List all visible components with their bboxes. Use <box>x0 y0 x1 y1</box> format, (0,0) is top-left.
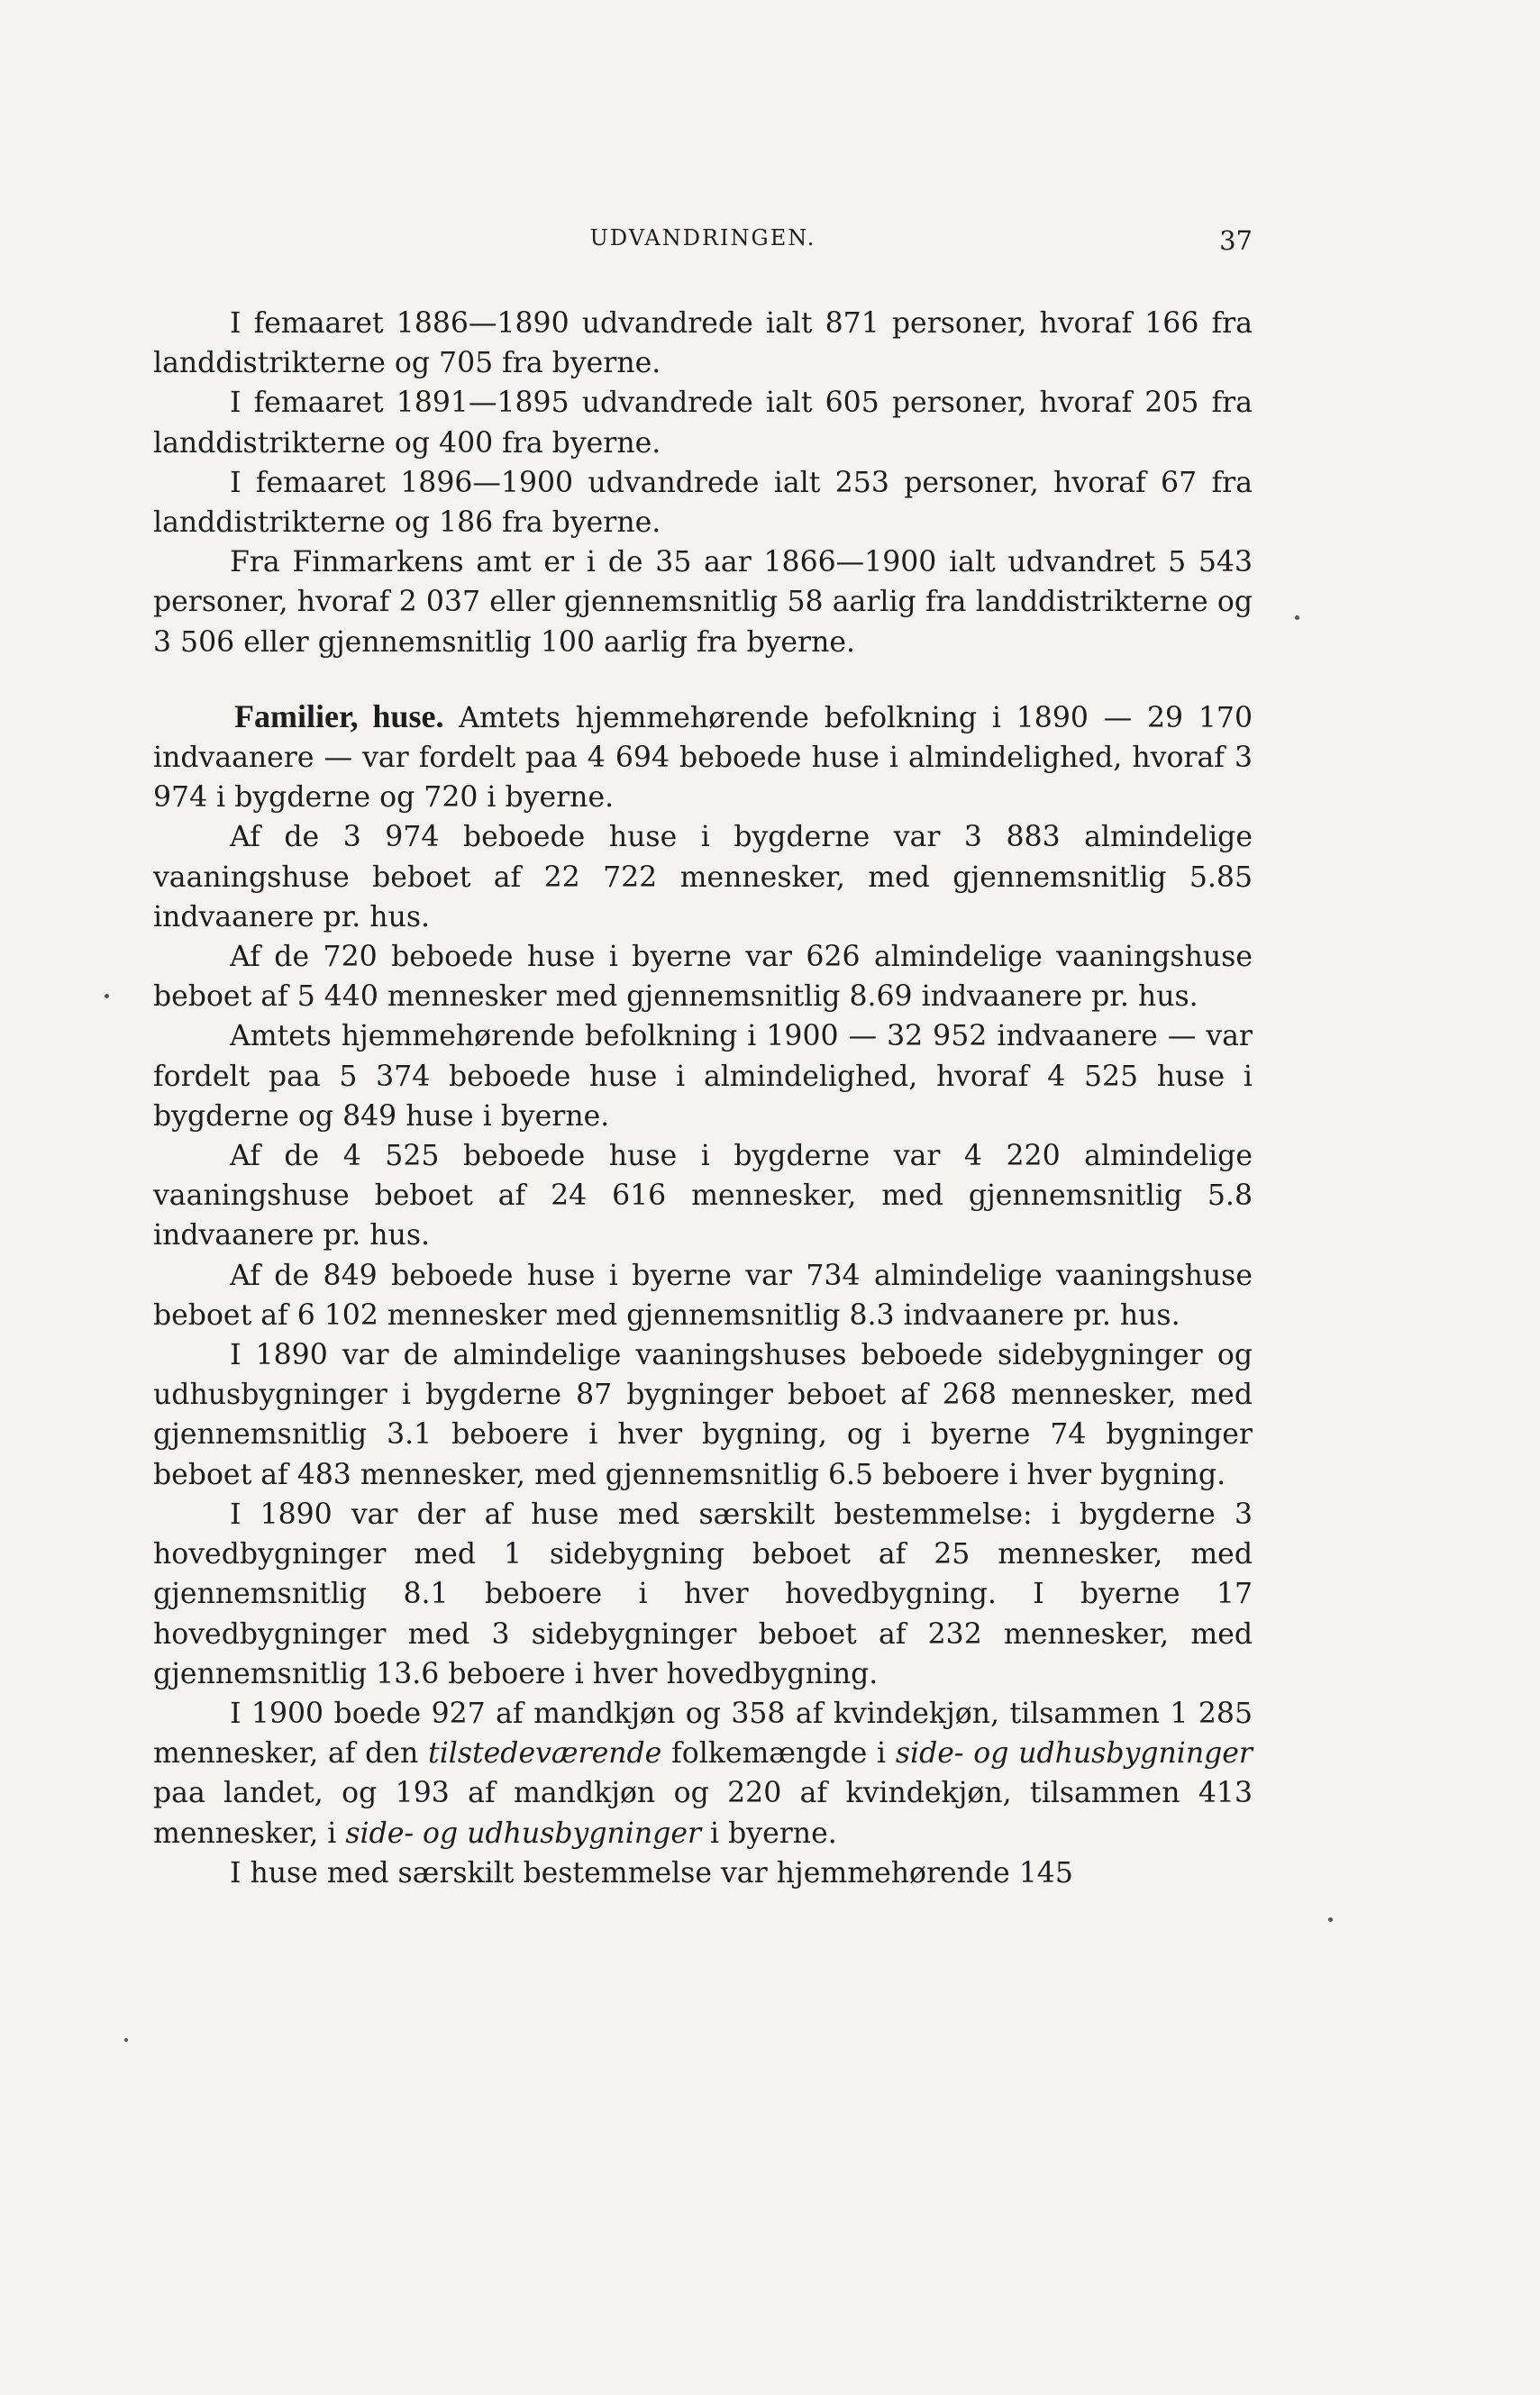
italic-text: side- og udhusbygninger <box>345 1817 702 1850</box>
body-text <box>153 304 1253 1893</box>
paragraph: I femaaret 1896—1900 udvandrede ialt 253 personer, hvoraf 67 fra landdistrikterne og 186 fra byerne. <box>153 466 1253 540</box>
paragraph: I femaaret 1886—1890 udvandrede ialt 871 personer, hvoraf 166 fra landdistrikterne og 705 fra byerne. <box>153 307 1253 380</box>
text-run: i byerne. <box>701 1817 837 1850</box>
italic-text: side- og udhusbygninger <box>895 1737 1253 1771</box>
paragraph: Af de 849 beboede huse i byerne var 734 almindelige vaaningshuse beboet af 6 102 mennesker med gjennemsnitlig 8.3 indvaanere pr. hus. <box>153 1259 1253 1332</box>
paragraph: Amtets hjemmehørende befolkning i 1900 — 32 952 indvaanere — var fordelt paa 5 374 beboede huse i almindelighed, hvoraf 4 525 huse i bygderne og 849 huse i byerne. <box>153 1020 1253 1133</box>
page-header <box>153 225 1253 261</box>
paragraph: Af de 4 525 beboede huse i bygderne var 4 220 almindelige vaaningshuse beboet af 24 616 mennesker, med gjennemsnitlig 5.8 indvaanere pr. hus. <box>153 1140 1253 1252</box>
section-heading: Familier, huse. <box>234 697 444 734</box>
paragraph: I femaaret 1891—1895 udvandrede ialt 605 personer, hvoraf 205 fra landdistrikterne og 400 fra byerne. <box>153 387 1253 460</box>
text-run: folkemængde i <box>661 1737 896 1771</box>
page-number: 37 <box>1219 225 1253 256</box>
section-lead-paragraph <box>153 697 1253 818</box>
paragraph: I huse med særskilt bestemmelse var hjemmehørende 145 <box>230 1856 1073 1890</box>
text-run: paa landet, og 193 af mandkjøn og 220 af kvindekjøn, tilsammen 413 mennesker, i <box>153 1777 1253 1850</box>
paragraph: Af de 3 974 beboede huse i bygderne var 3 883 almindelige vaaningshuse beboet af 22 722 mennesker, med gjennemsnitlig 5.85 indvaanere pr. hus. <box>153 821 1253 933</box>
section-familier-huse <box>153 697 1253 1893</box>
running-title: UDVANDRINGEN. <box>589 225 816 250</box>
scan-speck <box>1295 615 1299 620</box>
text-run: I 1900 boede 927 af mandkjøn og 358 af kvindekjøn, tilsammen 1 285 mennesker, af den <box>153 1697 1253 1771</box>
scan-speck <box>1328 1917 1333 1922</box>
scan-speck <box>124 2038 128 2042</box>
paragraph: Fra Finmarkens amt er i de 35 aar 1866—1900 ialt udvandret 5 543 personer, hvoraf 2 037 eller gjennemsnitlig 58 aarlig fra landdistrikterne og 3 506 eller gjennemsnitlig 100 aarlig fra byerne. <box>153 546 1253 659</box>
paragraph: I 1890 var de almindelige vaaningshuses beboede sidebygninger og udhusbygninger i bygderne 87 bygninger beboet af 268 mennesker, med gjennemsnitlig 3.1 beboere i hver bygning, og i byerne 74 bygninger beboet af 483 mennesker, med gjennemsnitlig 6.5 beboere i hver bygning. <box>153 1339 1253 1491</box>
section-lead-text: Amtets hjemmehørende befolkning i 1890 — 29 170 indvaanere — var fordelt paa 4 694 beboede huse i almindelighed, hvoraf 3 974 i bygderne og 720 i byerne. <box>153 701 1253 815</box>
paragraph: Af de 720 beboede huse i byerne var 626 almindelige vaaningshuse beboet af 5 440 mennesker med gjennemsnitlig 8.69 indvaanere pr. hus. <box>153 941 1253 1014</box>
paragraph: I 1890 var der af huse med særskilt bestemmelse: i bygderne 3 hovedbygninger med 1 sidebygning beboet af 25 mennesker, med gjennemsnitlig 8.1 beboere i hver hovedbygning. I byerne 17 hovedbygninger med 3 sidebygninger beboet af 232 mennesker, med gjennemsnitlig 13.6 beboere i hver hovedbygning. <box>153 1498 1253 1690</box>
italic-text: tilstedeværende <box>428 1737 662 1771</box>
scan-speck <box>105 994 109 998</box>
paragraph-1900 <box>153 1694 1253 1853</box>
